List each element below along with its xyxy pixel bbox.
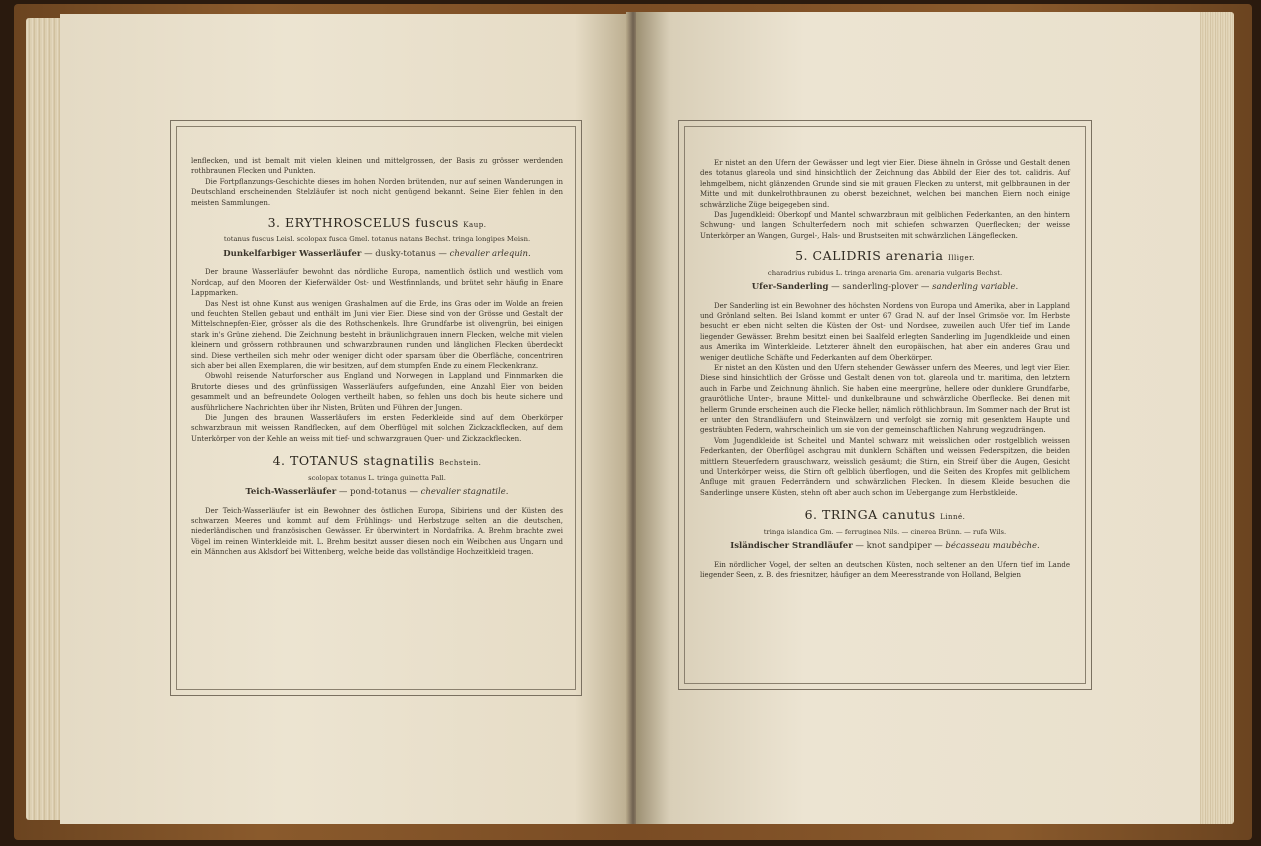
intro-line: Die Fortpflanzungs-Geschichte dieses im hohen Norden brütenden, nur auf seinen Wanderungen in Deutschland erscheinenden Stelzläufer ist noch nicht genügend bekannt. Seine Eier fehlen in den meisten Sammlungen. [191,177,563,207]
common-names: Teich-Wasserläufer — pond-totanus — chevalier stagnatile. [245,487,509,498]
common-names: Dunkelfarbiger Wasserläufer — dusky-totanus — chevalier arlequin. [223,248,531,259]
paragraph: Der braune Wasserläufer bewohnt das nördliche Europa, namentlich östlich und westlich vom Nordcap, auf den Mooren der Kieferwälder Ost- und Westfinnlands, und brütet sehr häufig in Enare Lappmarken. [191,268,563,298]
paragraph: Das Nest ist ohne Kunst aus wenigen Grashalmen auf die Erde, ins Gras oder im Wolde an freien und feuchten Stellen gebaut und enthält im Juni vier Eier. Diese sind von der Grösse und Gestalt der Mittelschnepfen-Eier, grösser als die des Rothschenkels. Ihre Grundfarbe ist olivengrün, bei einigen stark in's Grüne ziehend. Die Zeichnung besteht in bräunlichgrauen innern Flecken, welche mit vielen kleinern und grössern rothbraunen und schwarzbraunen runden und länglichen Flecken überdeckt sind. Diese vertheilen sich mehr oder weniger dicht oder sparsam über die Oberfläche, concentriren sich aber bei allen Exemplaren, die wir besitzen, auf dem stumpfen Ende zu einem Fleckenkranz. [191,299,563,370]
section-heading-5: 5. CALIDRIS arenaria Illiger. [795,248,975,264]
paragraph: Ein nördlicher Vogel, der selten an deutschen Küsten, noch seltener an den Ufern tief im Lande liegender Seen, z. B. des friesnitzer, häufiger an dem Meeresstrande von Holland, Belgien [700,560,1070,579]
page-edges-right [1196,12,1234,824]
right-page-text [700,158,1070,580]
synonyms: charadrius rubidus L. tringa arenaria Gm. arenaria vulgaris Bechst. [767,268,1003,277]
section-heading-6: 6. TRINGA canutus Linné. [804,507,966,523]
paragraph: Das Jugendkleid: Oberkopf und Mantel schwarzbraun mit gelblichen Federkanten, an den hintern Schwung- und langen Schulterfedern noch mit schiefen schwarzen Querflecken; der weisse Unterkörper an Wangen, Gurgel-, Hals- und Brustseiten mit schwärzlichen Längeflecken. [700,211,1070,240]
intro-line: lenflecken, und ist bemalt mit vielen kleinen und mittelgrossen, der Basis zu grösser werdenden rothbraunen Flecken und Punkten. [191,157,563,176]
paragraph: Der Teich-Wasserläufer ist ein Bewohner des östlichen Europa, Sibiriens und der Küsten des schwarzen Meeres und kommt auf dem Frühlings- und Herbstzuge selten an die deutschen, niederländischen und französischen Gewässer. Er überwintert in Nordafrika. A. Brehm brachte zwei Vögel im reinen Winterkleide mit. L. Brehm besitzt ausser diesen noch ein Weibchen aus Ungarn und ein Männchen aus Aklsdorf bei Wittenberg, welche beide das vollständige Hochzeitkleid tragen. [191,506,563,557]
left-page [60,14,632,824]
paragraph: Die Jungen des braunen Wasserläufers im ersten Federkleide sind auf dem Oberkörper schwarzbraun mit weissen Randflecken, auf dem Oberflügel mit solchen Zickzackflecken, auf dem Unterkörper von der Kehle an weiss mit tief- und schwarzgrauen Quer- und Zickzackflecken. [191,414,563,443]
left-page-text [191,156,563,558]
paragraph: Vom Jugendkleide ist Scheitel und Mantel schwarz mit weisslichen oder rostgelblich weissen Federkanten, der Oberflügel aschgrau mit dunklern Schäften und weissen Federspitzen, die beiden mittlern Steuerfedern grauschwarz, weisslich gesäumt; die Stirn, ein Streif über die Augen, Gesicht und Unterkörper weiss, die Stirn oft gelblich überflogen, und die Seiten des Kropfes mit gelblichem Anfluge mit grauen Federrändern und schwärzlichen Flecken. In diesem Kleide besuchen die Sanderlinge unsere Küsten, stehn oft aber auch schon im Uebergange zum Herbstkleide. [700,436,1070,497]
paragraph: Er nistet an den Ufern der Gewässer und legt vier Eier. Diese ähneln in Grösse und Gestalt denen des totanus glareola und sind hinsichtlich der Zeichnung das Abbild der Eier des tot. calidris. Auf lehmgelbem, nicht glänzenden Grunde sind sie mit grauen Flecken zu unterst, mit gelbbraunen in der Mitte und mit dunkelrothbraunen zu oberst bezeichnet, welchen bei manchen Eiern noch einige schwärzliche Züge beigegeben sind. [700,159,1070,209]
synonyms: totanus fuscus Leisl. scolopax fusca Gmel. totanus natans Bechst. tringa longipes Meisn. [223,235,531,244]
section-heading-3: 3. ERYTHROSCELUS fuscus Kaup. [267,215,487,231]
paragraph: Er nistet an den Küsten und den Ufern stehender Gewässer unfern des Meeres, und legt vier Eier. Diese sind hinsichtlich der Grösse und Gestalt denen von tot. glareola und tr. maritima, den letztern auch in Farbe und Zeichnung ähnlich. Sie haben eine meergrüne, hellere oder dunklere Grundfarbe, graurötliche Unter-, braune Mittel- und dunkelbraune und schwärzliche Oberflecke. Bei denen mit hellerm Grunde erscheinen auch die Flecke heller, nämlich röthlichbraun. Im Sommer nach der Brut ist er unter den Strandläufern und Steinwälzern und verfolgt sie zornig mit gesenktem Haupte und gesträubten Federn, wahrscheinlich um sie von der gemeinschaftlichen Nahrung wegzudrängen. [700,364,1070,435]
paragraph: Der Sanderling ist ein Bewohner des höchsten Nordens von Europa und Amerika, aber in Lappland und Grönland selten. Bei Island kommt er unter 67 Grad N. auf der Insel Grimsöe vor. Im Herbste besucht er eben nicht selten die Küsten der Ost- und Nordsee, zuweilen auch Ufer tief im Lande liegender Gewässer. Brehm besitzt einen bei Saalfeld erlegten Sanderling im Jugendkleide und einen aus Amerika im Winterkleide. Letzterer ähnelt den europäischen, hat aber ein anderes Grau und weniger deutliche Schäfte und Federkanten auf dem Oberkörper. [700,301,1070,362]
right-page [636,12,1200,824]
synonyms: tringa islandica Gm. — ferruginea Nils. — cinerea Brünn. — rufa Wils. [763,527,1007,536]
section-heading-4: 4. TOTANUS stagnatilis Bechstein. [272,453,482,469]
common-names: Ufer-Sanderling — sanderling-plover — sanderling variable. [751,282,1019,293]
common-names: Isländischer Strandläufer — knot sandpiper — bécasseau maubèche. [730,541,1040,552]
paragraph: Obwohl reisende Naturforscher aus England und Norwegen in Lappland und Finnmarken die Brutorte dieses und des grünfüssigen Wasserläufers aufgefunden, eine Anzahl Eier von beiden gesammelt und an befreundete Oologen vertheilt haben, so fehlen uns doch bis heute sichere und ausführlichere Nachrichten über ihr Nisten, Brüten und Führen der Jungen. [191,372,563,412]
synonyms: scolopax totanus L. tringa guinetta Pall. [308,473,446,482]
